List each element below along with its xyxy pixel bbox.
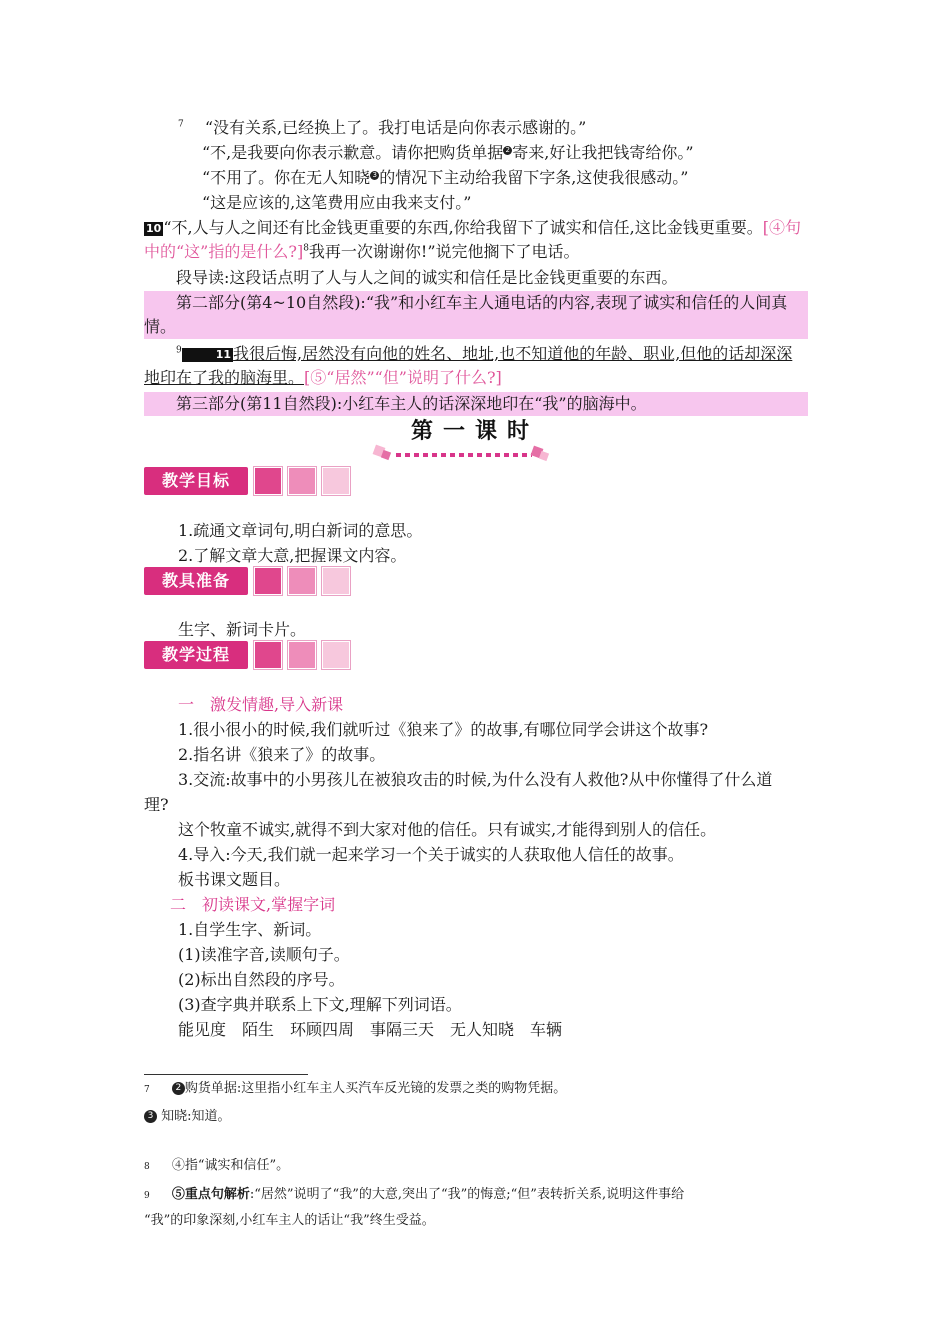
paragraph-10: 10 “不,人与人之间还有比金钱更重要的东西,你给我留下了诚实和信任,这比金钱更重要。[④句中的“这”指的是什么?]$^8$我再一次谢谢你!”说完他搁下了电话。 (144, 218, 802, 261)
footnote-divider (144, 1074, 308, 1075)
part-three-summary: 第三部分(第11自然段):小红车主人的话深深地印在“我”的脑海中。 (144, 392, 808, 416)
step-3-cont: 理? (144, 795, 169, 814)
decor-square (254, 467, 282, 495)
goal-1: 1.疏通文章词句,明白新词的意思。 (178, 521, 423, 540)
question-note-4: [④句中的“这”指的是什么?] (144, 218, 802, 261)
goals-label: 教学目标 (144, 467, 248, 495)
paragraph-11: $^9$ 11 我很后悔,居然没有向他的姓名、地址,也不知道他的年龄、职业,但他的话却深深地印在了我的脑海里。[⑤“居然”“但”说明了什么?] (144, 344, 793, 387)
dialogue-line-1: $^7$ “没有关系,已经换上了。我打电话是向你表示感谢的。” (178, 118, 587, 137)
paragraph-number-10: 10 (146, 222, 162, 235)
step-1: 1.很小很小的时候,我们就听过《狼来了》的故事,有哪位同学会讲这个故事? (178, 720, 709, 739)
footnote-2: 7 2 购货单据:这里指小红车主人买汽车反光镜的发票之类的购物凭据。 (144, 1081, 567, 1096)
title-decoration-icon (372, 444, 552, 462)
decor-square (322, 641, 350, 669)
decor-square (288, 467, 316, 495)
dialogue-line-2: “不,是我要向你表示歉意。请你把购货单据 2 寄来,好让我把钱寄给你。” (202, 143, 694, 162)
footnote-circle-icon: 3 (144, 1110, 157, 1123)
paragraph-number-11: 11 (182, 348, 233, 362)
step-3-answer: 这个牧童不诚实,就得不到大家对他的信任。只有诚实,才能得到别人的信任。 (178, 820, 717, 839)
footnote-5: 9 ⑤重点句解析:“居然”说明了“我”的大意,突出了“我”的悔意;“但”表转折关系,说明这件事给 (144, 1187, 685, 1202)
tools-text: 生字、新词卡片。 (178, 620, 307, 639)
section-heading-2: 二 初读课文,掌握字词 (170, 895, 336, 914)
step-3: 3.交流:故事中的小男孩儿在被狼攻击的时候,为什么没有人救他?从中你懂得了什么道 (178, 770, 773, 789)
vocabulary-list: 能见度 陌生 环顾四周 事隔三天 无人知晓 车辆 (178, 1020, 563, 1039)
footnote-marker: 7 (178, 119, 184, 130)
dialogue-line-4: “这是应该的,这笔费用应由我来支付。” (202, 193, 472, 212)
footnote-4: 8 ④指“诚实和信任”。 (144, 1158, 290, 1173)
decor-square (254, 641, 282, 669)
decor-square (288, 641, 316, 669)
footnote-circle-icon: 2 (172, 1082, 185, 1095)
decor-square (322, 467, 350, 495)
task-4: (3)查字典并联系上下文,理解下列词语。 (178, 995, 462, 1014)
dialogue-line-3: “不用了。你在无人知晓 3 的情况下主动给我留下字条,这使我很感动。” (202, 168, 689, 187)
footnote-circle-icon: 2 (503, 146, 512, 155)
decor-square (288, 567, 316, 595)
goal-2: 2.了解文章大意,把握课文内容。 (178, 546, 407, 565)
section-heading-1: 一 激发情趣,导入新课 (178, 695, 344, 714)
decor-square (254, 567, 282, 595)
process-label: 教学过程 (144, 641, 248, 669)
footnote-circle-icon: 3 (370, 171, 379, 180)
tools-label: 教具准备 (144, 567, 248, 595)
paragraph-guide: 段导读:这段话点明了人与人之间的诚实和信任是比金钱更重要的东西。 (176, 268, 678, 287)
task-2: (1)读准字音,读顺句子。 (178, 945, 350, 964)
step-2: 2.指名讲《狼来了》的故事。 (178, 745, 386, 764)
decor-square (322, 567, 350, 595)
footnote-3: 3 知晓:知道。 (144, 1107, 231, 1127)
step-4: 4.导入:今天,我们就一起来学习一个关于诚实的人获取他人信任的故事。 (178, 845, 684, 864)
lesson-title: 第一课时 (410, 419, 539, 444)
task-1: 1.自学生字、新词。 (178, 920, 322, 939)
goals-header (144, 466, 350, 496)
task-3: (2)标出自然段的序号。 (178, 970, 345, 989)
footnote-5-cont: “我”的印象深刻,小红车主人的话让“我”终生受益。 (144, 1213, 435, 1228)
part-two-summary: 第二部分(第4~10自然段):“我”和小红车主人通电话的内容,表现了诚实和信任的人间真情。 (144, 291, 808, 339)
question-note-5: [⑤“居然”“但”说明了什么?] (304, 368, 502, 387)
step-5: 板书课文题目。 (178, 870, 291, 889)
tools-header (144, 566, 350, 596)
process-header (144, 640, 350, 670)
